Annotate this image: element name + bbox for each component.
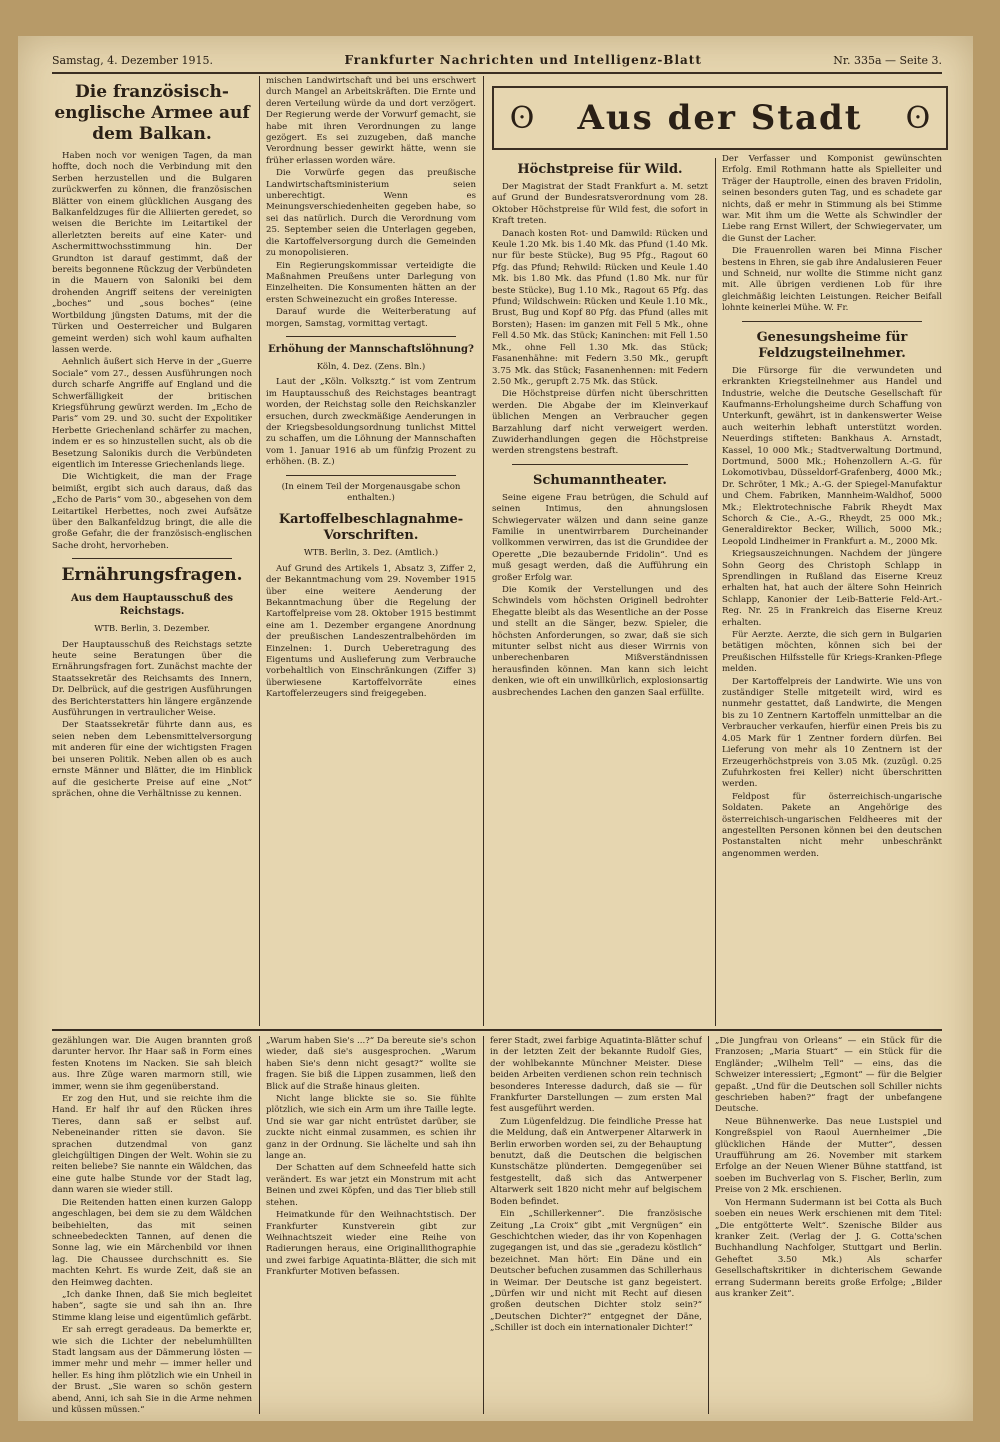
article-paragraph: Die Komik der Verstellungen und des Schwindels vom höchsten Originell bedrohter Ehegatte bleibt als das Wesentliche an der Posse und stellt an die Sänger, bezw. Spieler, die höchsten Anforderungen, so zwar, daß sie sich mitunter selbst nicht aus dieser Wirrnis von unberechenbaren Mißverständnissen herausfinden können. Man kann sich leicht denken, wie oft ein unwillkürlich, explosionsartig ausbrechendes Lachen den ganzen Saal erfüllte. — [492, 585, 708, 698]
article-paragraph: Aehnlich äußert sich Herve in der „Guerre Sociale“ vom 27., dessen Ausführungen noch durch scharfe Angriffe auf England und die Schwerfälligkeit der britischen Kriegsführung gewürzt werden. Im „Echo de Paris“ vom 29. und 30. sucht der Expolitiker Herbette Griechenland schärfer zu machen, indem er es so hinzustellen sucht, als ob die Besetzung Salonikis durch die Verbündeten eigentlich im Interesse Griechenlands liege. — [52, 357, 252, 470]
story-paragraph: „Die Jungfrau von Orleans“ — ein Stück für die Franzosen; „Maria Stuart“ — ein Stück für die Engländer; „Wilhelm Tell“ — eins, das die Schweizer interessiert; „Egmont“ — für die Belgier gepaßt. „Und für die Deutschen soll Schiller nichts geschrieben haben?“ fragt der unbefangene Deutsche. — [715, 1036, 942, 1115]
header-date: Samstag, 4. Dezember 1915. — [52, 53, 214, 67]
feuilleton-column-4 — [715, 1036, 942, 1414]
article-separator — [72, 558, 232, 559]
story-paragraph: Ein „Schillerkenner“. Die französische Zeitung „La Croix“ gibt „mit Vergnügen“ ein Geschichtchen wieder, das ihr von Kopenhagen zugegangen ist, und das sie „geradezu köstlich“ bezeichnet. Man hört: Ein Däne und ein Deutscher befuchen zusammen das Schillerhaus in Weimar. Der Deutsche ist ganz begeistert. „Dürfen wir und nicht mit Recht auf diesen großen deutschen Dichter stolz sein?“ „Deutschen Dichter?“ entgegnet der Däne, „Schiller ist doch ein internationaler Dichter!“ — [490, 1209, 702, 1334]
feuilleton-column-1 — [52, 1036, 252, 1414]
article-paragraph: Der Magistrat der Stadt Frankfurt a. M. setzt auf Grund der Bundesratsverordnung vom 28. Oktober Höchstpreise für Wild fest, die sofort in Kraft treten. — [492, 182, 708, 227]
article-title-schumann: Schumanntheater. — [533, 472, 667, 488]
article-paragraph: Die Höchstpreise dürfen nicht überschritten werden. Die Abgabe der im Kleinverkauf üblichen Mengen an Verbraucher gegen Barzahlung darf nicht verweigert werden. Zuwiderhandlungen gegen die Höchstpreise werden strengstens bestraft. — [492, 389, 708, 457]
story-paragraph: Zum Lügenfeldzug. Die feindliche Presse hat die Meldung, daß ein Antwerpener Altarwerk in Berlin erworben worden sei, zu der Behauptung benutzt, daß die Deutschen die belgischen Kunstschätze plünderten. Demgegenüber sei festgestellt, daß sich das Antwerpener Altarwerk seit 1820 nicht mehr auf belgischem Boden befindet. — [490, 1116, 702, 1207]
column-rule — [259, 1036, 260, 1414]
article-dateline: WTB. Berlin, 3. Dez. (Amtlich.) — [303, 548, 439, 559]
column-2 — [266, 76, 476, 1026]
story-paragraph: Die Reitenden hatten einen kurzen Galopp angeschlagen, bei dem sie zu dem Wäldchen beibehielten, das mit seinen schneebedeckten Tannen, auf denen die Sonne lag, wie ein Märchenbild vor ihnen lag. Die Chaussee durchschnitt es. Sie machten Kehrt. Es wurde Zeit, daß sie an den Heimweg dachten. — [52, 1197, 252, 1288]
story-paragraph: Neue Bühnenwerke. Das neue Lustspiel und Kongreßspiel von Raoul Auernheimer „Die glücklichen Hände der Mutter“, dessen Uraufführung am 26. November mit starkem Erfolge an der Neuen Wiener Bühne stattfand, ist soeben im Buchverlag von S. Fischer, Berlin, zum Preise von 2 Mk. erschienen. — [715, 1116, 942, 1196]
header-issue: Nr. 335a — Seite 3. — [833, 53, 942, 67]
feuilleton-column-3 — [490, 1036, 702, 1414]
newspaper-page — [18, 36, 973, 1421]
article-title-balkan: Die französisch-englische Armee auf dem Balkan. — [54, 82, 250, 144]
price-list: Danach kosten Rot- und Damwild: Rücken und Keule 1.20 Mk. bis 1.40 Mk. das Pfund (1.40 Mk. nur für beste Stücke), Bug 95 Pfg., Ragout 60 Pfg. das Pfund; Rehwild: Rücken und Keule 1.40 Mk. bis 1.80 Mk. das Pfund (1.80 Mk. nur für beste Stücke), Bug 1.10 Mk., Ragout 65 Pfg. das Pfund; Wildschwein: Rücken und Keule 1.10 Mk., Brust, Bug und Kopf 80 Pfg. das Pfund (alles mit Borsten); Hasen: im ganzen mit Fell 5 Mk., ohne Fell 4.50 Mk. das Stück; Kaninchen: mit Fell 1.50 Mk., ohne Fell 1.30 Mk. das Stück; Fasanenhähne: mit Federn 3.50 Mk., gerupft 3.75 Mk. das Stück; Fasanenhennen: mit Federn 2.50 Mk., gerupft 2.75 Mk. das Stück. — [492, 228, 708, 387]
story-paragraph: Nicht lange blickte sie so. Sie fühlte plötzlich, wie sich ein Arm um ihre Taille legte. Und sie war gar nicht entrüstet darüber, sie zuckte nicht einmal zusammen, es schien ihr ganz in der Ordnung. Sie lächelte und sah ihn lange an. — [266, 1094, 476, 1162]
article-paragraph: Auf Grund des Artikels 1, Absatz 3, Ziffer 2, der Bekanntmachung vom 29. November 1915 über eine weitere Aenderung der Bekanntmachung über die Regelung der Kartoffelpreise vom 28. Oktober 1915 bestimmt eine am 1. Dezember ergangene Anordnung der preußischen Landeszentralbehörden im Einzelnen: 1. Durch Ueberetragung des Eigentums und Auslieferung zum Verbrauche vorbehaltlich von Einschränkungen (Ziffer 3) überwiesene Kartoffelvorräte eines Kartoffelerzeugers sind freigegeben. — [266, 563, 476, 700]
article-paragraph: Ein Regierungskommissar verteidigte die Maßnahmen Preußens unter Darlegung von Einzelheiten. Die Konsumenten hätten an der ersten Schweinezucht ein großes Interesse. — [266, 260, 476, 305]
column-4 — [722, 154, 942, 1026]
story-paragraph: gezählungen war. Die Augen brannten groß darunter hervor. Ihr Haar saß in Form eines festen Knotens im Nacken. Sie sah bleich aus. Ihre Züge waren marmorn still, wie immer, wenn sie ihm gegenüberstand. — [52, 1036, 252, 1092]
edition-note: (In einem Teil der Morgenausgabe schon enthalten.) — [281, 481, 461, 503]
article-paragraph: Darauf wurde die Weiterberatung auf morgen, Samstag, vormittag vertagt. — [266, 307, 476, 329]
ornament-right-icon: ʘ — [905, 100, 931, 136]
story-paragraph: Von Hermann Sudermann ist bei Cotta als Buch soeben ein neues Werk erschienen mit dem Titel: „Die entgötterte Welt“. Szenische Bilder aus kranker Zeit. (Verlag der J. G. Cotta'schen Buchhandlung Nachfolger, Stuttgart und Berlin. Geheftet 3.50 Mk.) Als scharfer Gesellschaftskritiker in dichterischem Gewande errang Sudermann bereits große Erfolge; „Bilder aus kranker Zeit“. — [715, 1197, 942, 1299]
story-paragraph: „Ich danke Ihnen, daß Sie mich begleitet haben“, sagte sie und sah ihn an. Ihre Stimme klang leise und eigentümlich gefärbt. — [52, 1289, 252, 1323]
article-title-genesung: Genesungsheime für Feldzugsteilnehmer. — [756, 329, 908, 361]
article-paragraph: mischen Landwirtschaft und bei uns erschwert durch Mangel an Arbeitskräften. Die Ernte und deren Verteilung würde da und dort verzögert. Der Regierung werde der Vorwurf gemacht, sie habe mit ihren Verordnungen zu lange gezögert. Es sei zuzugeben, daß manche Verordnung besser gewirkt hätte, wenn sie früher erlassen worden wäre. — [266, 76, 476, 166]
ornament-left-icon: ʘ — [509, 100, 535, 136]
article-paragraph: Die Fürsorge für die verwundeten und erkrankten Kriegsteilnehmer aus Handel und Industrie, welche die Deutsche Gesellschaft für Kaufmanns-Erholungsheime durch Schaffung von Unterkunft, gewährt, ist in dankenswerter Weise auch weiterhin lebhaft unterstützt worden. Neuerdings stifteten: Bankhaus A. Arnstadt, Kassel, 10 000 Mk.; Stadtverwaltung Dortmund, Dortmund, 5000 Mk.; Hohenzollern A.-G. für Lokomotivbau, Düsseldorf-Grafenberg, 4000 Mk.; Dr. Schröter, 1 Mk.; A.-G. der Spiegel-Manufaktur und Chem. Fabriken, Mannheim-Waldhof, 5000 Mk.; Elektrotechnische Fabrik Rheydt Max Schorch & Cie., A.-G., Rheydt, 25 000 Mk.; Generaldirektor Becker, Willich, 5000 Mk.; Leopold Lindheimer in Frankfurt a. M., 2000 Mk. — [722, 365, 942, 547]
section-banner — [492, 86, 948, 150]
article-paragraph: Seine eigene Frau betrügen, die Schuld auf seinen Intimus, den ahnungslosen Schwiegervater wälzen und dann seine ganze Familie in unentwirrbarem Durcheinander vollkommen verwirren, das ist die Grundidee der Operette „Die bezaubernde Fridolin“. Und es muß gesagt werden, daß die Aufführung ein großer Erfolg war. — [492, 492, 708, 583]
story-paragraph: Der Schatten auf dem Schneefeld hatte sich verändert. Es war jetzt ein Monstrum mit acht Beinen und zwei Köpfen, und das Tier blieb still stehen. — [266, 1163, 476, 1208]
article-paragraph: Haben noch vor wenigen Tagen, da man hoffte, doch noch die Verbindung mit den Serben herzustellen und die Bulgaren zurückwerfen zu können, die französischen Blätter von einem glücklichen Ausgang des Balkanfeldzuges für die Alliierten geredet, so weisen die Berichte im Leitartikel der allerletzten bereits auf eine Kater- und Aschermittwochsstimmung hin. Der Grundton ist darauf gestimmt, daß der bereits begonnene Rückzug der Verbündeten in die Mauern von Saloniki bei dem drohenden Angriff seitens der vereinigten „boches“ und „sous boches“ (eine Wortbildung jüngsten Datums, mit der die Türken und Oesterreicher und Bulgaren gemeint werden) sich wohl kaum aufhalten lassen werde. — [52, 151, 252, 355]
article-subtitle: Aus dem Hauptausschuß des Reichstags. — [70, 593, 234, 618]
column-rule — [259, 76, 260, 1026]
article-paragraph: Der Verfasser und Komponist gewünschten Erfolg. Emil Rothmann hatte als Spielleiter und Träger der Hauptrolle, einen des braven Fridolin, seinen besonders guten Tag, und es schadete gar nichts, daß er mehr in Stimmung als bei Stimme war. Mit ihm um die Wette als Schwindler der Liebe rang Ernst Willert, der Schwiegervater, um die Gunst der Lacher. — [722, 154, 942, 244]
column-rule — [708, 1036, 709, 1414]
feuilleton-column-2 — [266, 1036, 476, 1414]
article-paragraph: Die Frauenrollen waren bei Minna Fischer bestens in Ehren, sie gab ihre Andalusieren Feuer und Schneid, nur wollte die Stimme nicht ganz mit. Alle übrigen verdienen Lob für ihre gleichmäßig leichten Leistungen. Reicher Beifall lohnte keinerlei Mühe. W. Fr. — [722, 246, 942, 314]
article-separator — [512, 464, 688, 465]
column-rule — [483, 76, 484, 1026]
article-paragraph: Feldpost für österreichisch-ungarische Soldaten. Pakete an Angehörige des österreichisch-ungarischen Feldheeres mit der angestellten Personen können bei den deutschen Postanstalten nicht mehr unbeschränkt angenommen werden. — [722, 791, 942, 859]
column-1 — [52, 76, 252, 1026]
article-separator — [286, 336, 456, 337]
column-3 — [492, 154, 708, 1026]
story-paragraph: Er zog den Hut, und sie reichte ihm die Hand. Er half ihr auf den Rücken ihres Tieres, dann saß er selbst auf. Nebeneinander ritten sie davon. Sie sprachen dutzendmal von ganz gleichgültigen Dingen der Welt. Wohin sie zu reiten beliebe? Sie nannte ein Wäldchen, das eine gute halbe Stunde vor der Stadt lag, dann waren sie wieder still. — [52, 1094, 252, 1196]
story-paragraph: Heimatkunde für den Weihnachtstisch. Der Frankfurter Kunstverein gibt zur Weihnachtszeit wieder eine Reihe von Radierungen heraus, eine Originallithographie und zwei farbige Aquatinta-Blätter, die sich mit Frankfurter Motiven befassen. — [266, 1210, 476, 1278]
feuilleton-divider — [52, 1029, 942, 1031]
article-paragraph: Für Aerzte. Aerzte, die sich gern in Bulgarien betätigen möchten, können sich bei der Preußischen Hilfsstelle für Kriegs-Kranken-Pflege melden. — [722, 630, 942, 675]
article-paragraph: Die Wichtigkeit, die man der Frage beimißt, ergibt sich auch daraus, daß das „Echo de Paris“ vom 30., abgesehen von dem Leitartikel Herbettes, noch zwei Aufsätze über den Balkanfeldzug bringt, die alle die große Gefahr, die der französisch-englischen Sache droht, hervorheben. — [52, 472, 252, 551]
article-paragraph: Laut der „Köln. Volksztg.“ ist vom Zentrum im Hauptausschuß des Reichstages beantragt worden, der Reichstag solle den Reichskanzler ersuchen, durch zweckmäßige Aenderungen in der Kriegsbesoldungsordnung tunlichst Mittel zu schaffen, um die Löhnung der Mannschaften vom 1. Januar 1916 ab um fünfzig Prozent zu erhöhen. (B. Z.) — [266, 377, 476, 468]
article-dateline: Köln, 4. Dez. (Zens. Bln.) — [316, 361, 426, 372]
column-rule — [483, 1036, 484, 1414]
article-title-ernaehrung: Ernährungsfragen. — [61, 565, 243, 586]
article-title-loehnung: Erhöhung der Mannschaftslöhnung? — [268, 343, 474, 355]
article-paragraph: Der Hauptausschuß des Reichstags setzte heute seine Beratungen über die Ernährungsfragen fort. Zunächst machte der Staatssekretär des Reichsamts des Innern, Dr. Delbrück, auf die gestrigen Ausführungen des Berichterstatters hin längere ergänzende Ausführungen in vertraulicher Weise. — [52, 639, 252, 719]
article-separator — [286, 475, 456, 476]
article-title-wild: Höchstpreise für Wild. — [517, 162, 683, 177]
story-paragraph: „Warum haben Sie's ...?“ Da bereute sie's schon wieder, daß sie's ausgesprochen. „Warum haben Sie's denn nicht gesagt?“ wollte sie fragen. Sie biß die Lippen zusammen, ließ den Blick auf die Straße hinaus gleiten. — [266, 1036, 476, 1092]
column-rule — [715, 158, 716, 1026]
article-paragraph: Kriegsauszeichnungen. Nachdem der jüngere Sohn Georg des Christoph Schlapp in Sprendlingen in Rußland das Eiserne Kreuz erhalten hat, hat auch der ältere Sohn Heinrich Schlapp, Kanonier der Leib-Batterie Feld-Art.-Reg. Nr. 25 in Frankreich das Eiserne Kreuz erhalten. — [722, 549, 942, 628]
article-paragraph: Der Kartoffelpreis der Landwirte. Wie uns von zuständiger Stelle mitgeteilt wird, wird es nunmehr gestattet, daß Landwirte, die Mengen bis zu 10 Zentnern Kartoffeln unmittelbar an die Verbraucher verkaufen, hierfür einen Preis bis zu 4.05 Mark für 1 Zentner fordern dürfen. Bei Lieferung von mehr als 10 Zentnern ist der Erzeugerhöchstpreis von 3.05 Mk. (zuzügl. 0.25 Zufuhrkosten frei Keller) nicht überschritten werden. — [722, 676, 942, 790]
article-paragraph: Der Staatssekretär führte dann aus, es seien neben dem Lebensmittelversorgung mit anderen für eine der wichtigsten Fragen bei unseren Politik. Neben allen ob es auch ernste Männer und Blätter, die im Hinblick auf die gesicherte Preise auf eine „Not“ sprächen, ohne die Verhältnisse zu kennen. — [52, 720, 252, 799]
header-masthead: Frankfurter Nachrichten und Intelligenz-Blatt — [344, 53, 702, 67]
article-paragraph: Die Vorwürfe gegen das preußische Landwirtschaftsministerium seien unberechtigt. Wenn es Meinungsverschiedenheiten gegeben habe, so sei das natürlich. Durch die Verordnung vom 25. September seien die Unterlagen gegeben, die Kartoffelversorgung durch die Gemeinden zu monopolisieren. — [266, 168, 476, 259]
page-header — [52, 48, 942, 74]
article-dateline: WTB. Berlin, 3. Dezember. — [94, 624, 210, 635]
story-paragraph: ferer Stadt, zwei farbige Aquatinta-Blätter schuf in der letzten Zeit der bekannte Rudolf Gies, der wohlbekannte Münchner Meister. Diese beiden Arbeiten verdienen schon rein technisch besonderes Interesse dadurch, daß sie — für Frankfurter Darstellungen — zum ersten Mal fest ausgeführt werden. — [490, 1036, 702, 1115]
story-paragraph: Er sah erregt geradeaus. Da bemerkte er, wie sich die Lichter der nebelumhüllten Stadt langsam aus der Dämmerung lösten — immer mehr und mehr — immer heller und heller. Es hing ihm plötzlich wie ein Unheil in der Brust. „Sie waren so schön gestern abend, Anni, ich sah Sie in die Arme nehmen und küssen müssen.“ — [52, 1325, 252, 1414]
article-separator — [742, 321, 922, 322]
section-title: Aus der Stadt — [577, 98, 863, 138]
article-title-kartoffel: Kartoffelbeschlagnahme-Vorschriften. — [278, 512, 464, 544]
